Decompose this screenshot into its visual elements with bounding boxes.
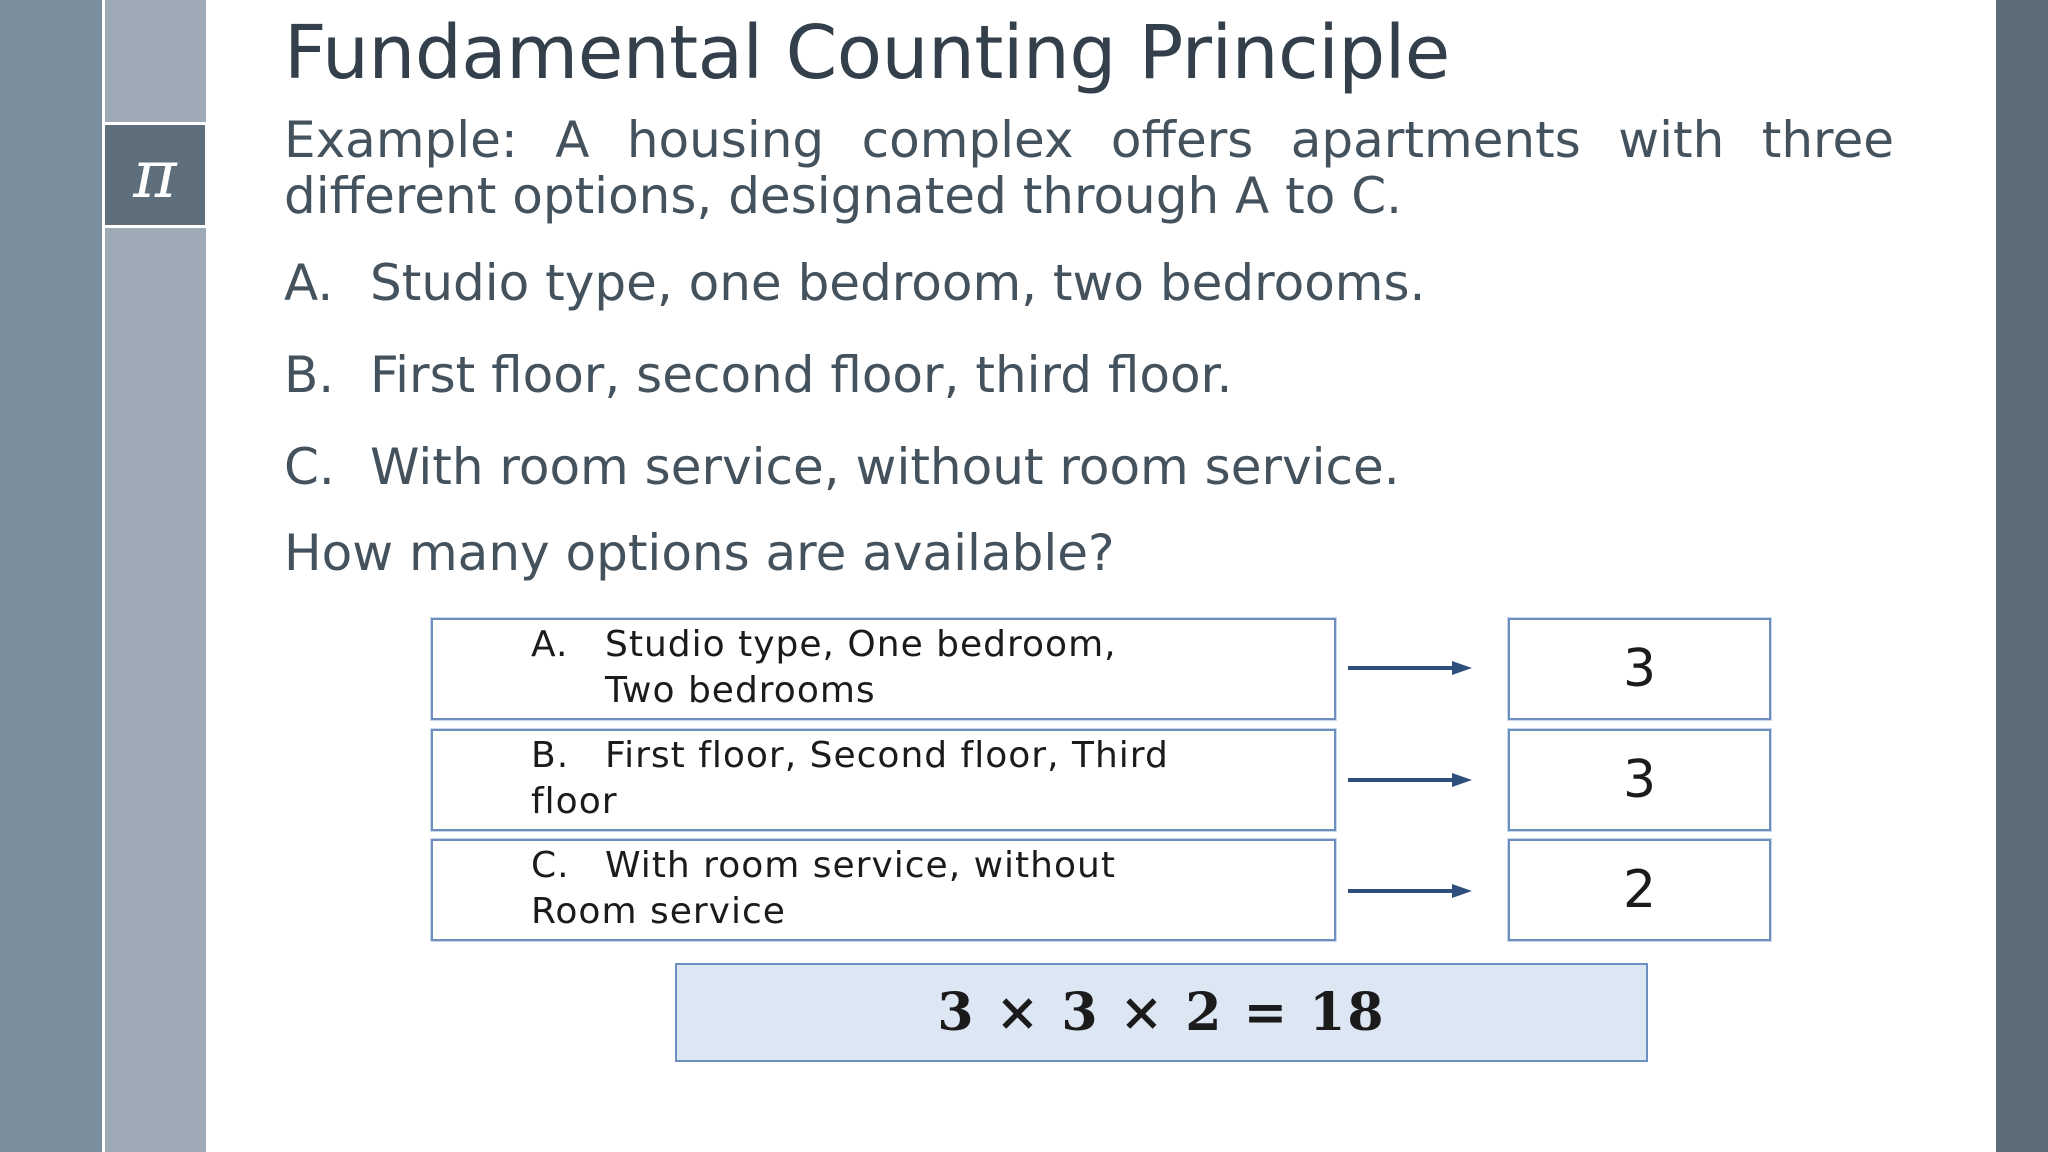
diagram-option-line2: floor	[531, 781, 618, 822]
diagram-option-line2: Two bedrooms	[605, 670, 876, 711]
diagram-option-letter: C.	[531, 845, 570, 886]
result-box	[675, 963, 1648, 1062]
diagram-option-box-a	[431, 618, 1336, 720]
diagram-option-box-c	[431, 839, 1336, 941]
diagram-count: 3	[1622, 750, 1657, 810]
diagram-count-box-a	[1508, 618, 1771, 720]
diagram-count-box-c	[1508, 839, 1771, 941]
pi-symbol-icon: π	[102, 122, 208, 228]
question-text: How many options are available?	[284, 524, 1115, 582]
diagram-option-letter: A.	[531, 624, 569, 665]
diagram-count: 2	[1622, 860, 1657, 920]
option-a	[284, 254, 1425, 312]
arrow-right-icon	[1348, 770, 1474, 790]
arrow-right-icon	[1348, 881, 1474, 901]
diagram-option-letter: B.	[531, 735, 570, 776]
option-letter: A.	[284, 254, 334, 312]
option-letter: B.	[284, 346, 335, 404]
left-band-dark	[0, 0, 102, 1152]
right-band	[1996, 0, 2048, 1152]
option-letter: C.	[284, 438, 335, 496]
slide-title: Fundamental Counting Principle	[284, 10, 1450, 96]
diagram-option-line2: Room service	[531, 891, 786, 932]
diagram-option-line1: First floor, Second floor, Third	[605, 735, 1169, 776]
example-intro: Example: A housing complex offers apartments with three different options, designated through A to C.	[284, 111, 1894, 225]
diagram-option-box-b	[431, 729, 1336, 831]
option-text: Studio type, one bedroom, two bedrooms.	[370, 254, 1426, 312]
arrow-right-icon	[1348, 658, 1474, 678]
diagram-option-line1: Studio type, One bedroom,	[605, 624, 1117, 665]
option-text: First floor, second floor, third floor.	[370, 346, 1233, 404]
diagram-count: 3	[1622, 639, 1657, 699]
option-c	[284, 438, 1400, 496]
diagram-option-line1: With room service, without	[605, 845, 1116, 886]
diagram-count-box-b	[1508, 729, 1771, 831]
result-equation: 3 × 3 × 2 = 18	[937, 982, 1386, 1043]
option-b	[284, 346, 1232, 404]
option-text: With room service, without room service.	[370, 438, 1400, 496]
